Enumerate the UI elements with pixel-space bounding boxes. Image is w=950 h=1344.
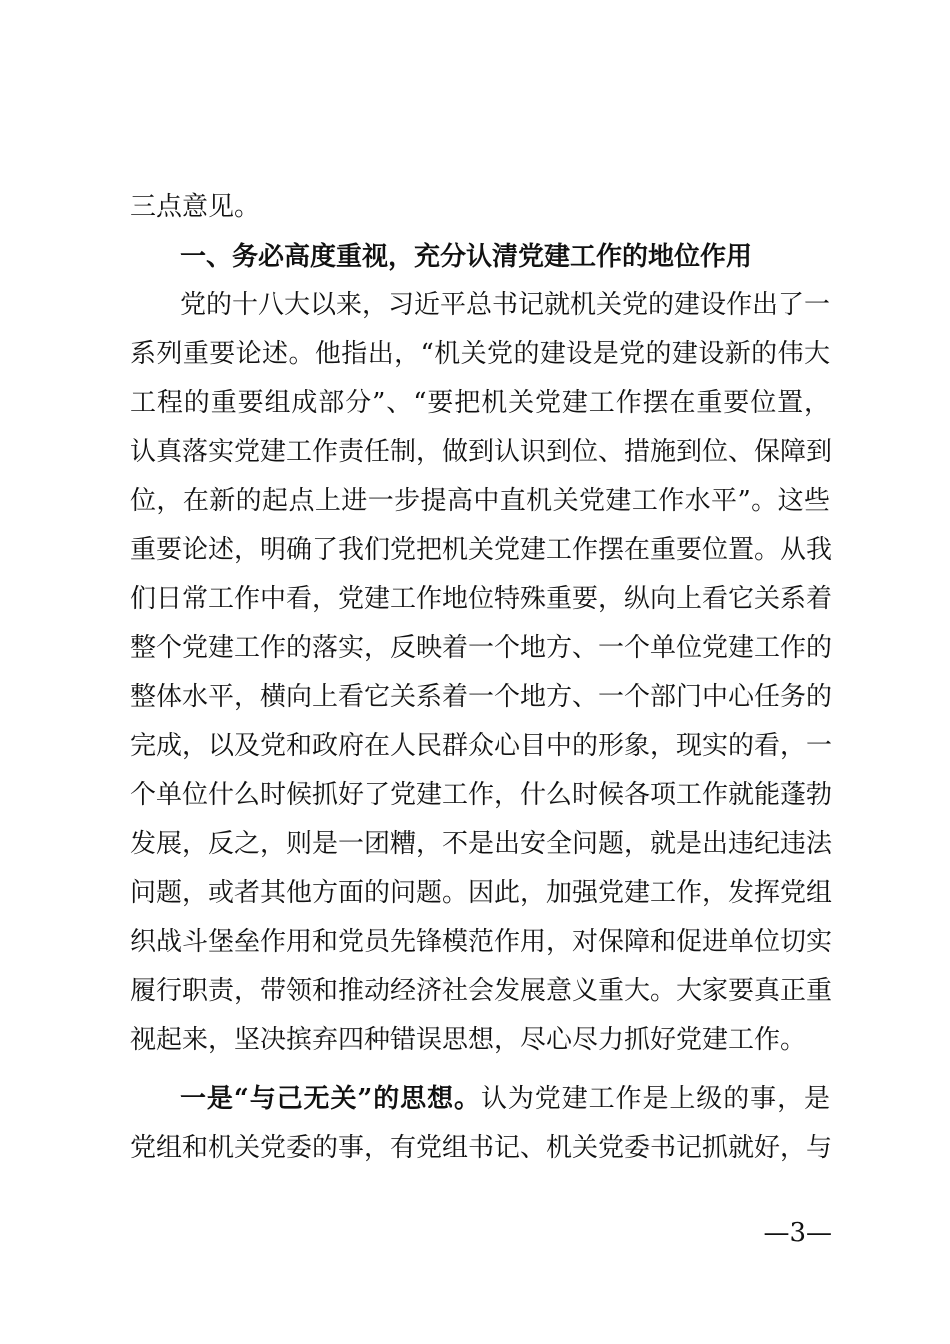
point-text: 认为党建工作是上级的事，是 <box>480 1084 830 1114</box>
text-line: 发展，反之，则是一团糟，不是出安全问题，就是出违纪违法 <box>130 829 833 859</box>
text-line: 问题，或者其他方面的问题。因此，加强党建工作，发挥党组 <box>130 878 833 908</box>
text-line: 完成，以及党和政府在人民群众心目中的形象，现实的看，一 <box>130 731 833 761</box>
section-heading: 一、务必高度重视，充分认清党建工作的地位作用 <box>180 242 753 272</box>
text-line: 工程的重要组成部分”、“要把机关党建工作摆在重要位置， <box>130 388 830 418</box>
text-line: 整个党建工作的落实，反映着一个地方、一个单位党建工作的 <box>130 633 833 663</box>
text-line: 个单位什么时候抓好了党建工作，什么时候各项工作就能蓬勃 <box>130 780 833 810</box>
text-line: 位，在新的起点上进一步提高中直机关党建工作水平”。这些 <box>130 486 830 516</box>
text-line: 三点意见。 <box>130 192 261 222</box>
text-line: 系列重要论述。他指出，“机关党的建设是党的建设新的伟大 <box>130 339 830 369</box>
text-line: 整体水平，横向上看它关系着一个地方、一个部门中心任务的 <box>130 682 833 712</box>
text-line: 履行职责，带领和推动经济社会发展意义重大。大家要真正重 <box>130 976 833 1006</box>
text-line: 织战斗堡垒作用和党员先锋模范作用，对保障和促进单位切实 <box>130 927 833 957</box>
page-number: —3— <box>763 1218 832 1248</box>
text-line: 党组和机关党委的事，有党组书记、机关党委书记抓就好，与 <box>130 1133 833 1163</box>
text-line <box>180 1082 830 1116</box>
text-line: 认真落实党建工作责任制，做到认识到位、措施到位、保障到 <box>130 437 833 467</box>
text-line: 们日常工作中看，党建工作地位特殊重要，纵向上看它关系着 <box>130 584 833 614</box>
text-line: 重要论述，明确了我们党把机关党建工作摆在重要位置。从我 <box>130 535 833 565</box>
text-line: 党的十八大以来，习近平总书记就机关党的建设作出了一 <box>180 290 831 320</box>
text-line: 视起来，坚决摈弃四种错误思想，尽心尽力抓好党建工作。 <box>130 1025 807 1055</box>
point-label: 一是“与己无关”的思想。 <box>180 1084 481 1114</box>
